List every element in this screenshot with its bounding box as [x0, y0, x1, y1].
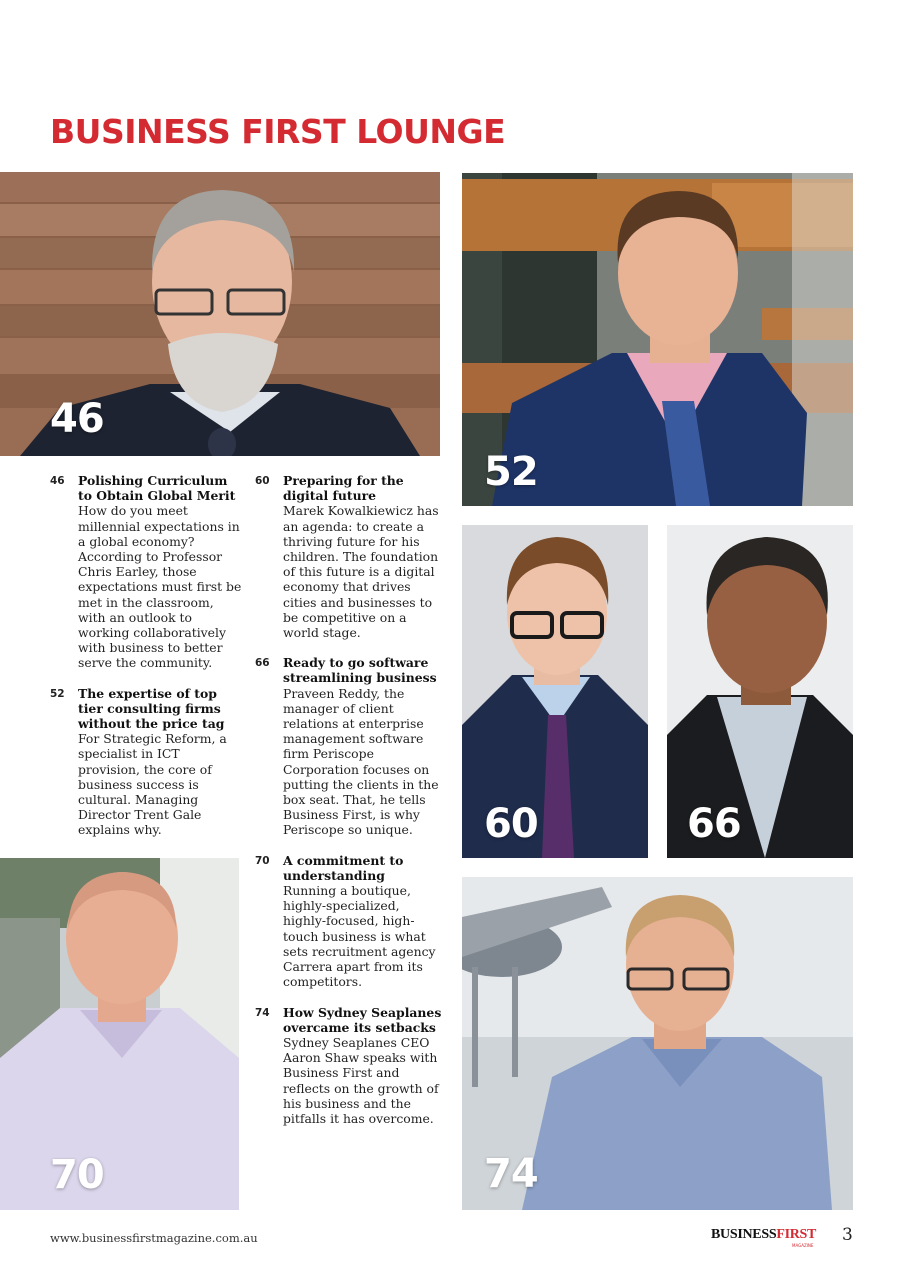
toc-entry-page: 46	[50, 475, 65, 487]
toc-entry-body: Praveen Reddy, the manager of client relations at enterprise management software firm Periscope Corporation focuses on putting the clients in the box seat. That, he tells Business First, is why Periscope so unique.	[283, 685, 439, 838]
photo-70-number: 70	[50, 1152, 104, 1198]
photo-70	[0, 858, 239, 1210]
photo-74	[462, 877, 853, 1210]
photo-52-number: 52	[484, 449, 538, 495]
toc-entry-66[interactable]	[255, 655, 445, 837]
footer-logo	[711, 1227, 816, 1243]
photo-60	[462, 525, 648, 858]
toc-column-right	[255, 473, 445, 1141]
toc-entry-46[interactable]	[50, 473, 242, 671]
toc-entry-page: 70	[255, 854, 270, 867]
toc-entry-60[interactable]	[255, 473, 445, 640]
toc-entry-page: 66	[255, 657, 270, 670]
toc-entry-74[interactable]	[255, 1005, 445, 1127]
toc-entry-body: Marek Kowalkiewicz has an agenda: to create a thriving future for his children. The foundation of this future is a digital economy that drives cities and businesses to be competitive on a world stage.	[283, 503, 439, 641]
toc-entry-body: Sydney Seaplanes CEO Aaron Shaw speaks with Business First and reflects on the growth of his business and the pitfalls it has overcome.	[283, 1034, 439, 1126]
photo-66	[667, 525, 853, 858]
toc-entry-headline: A commitment to understanding	[283, 852, 404, 883]
photo-52	[462, 173, 853, 506]
toc-entry-body: How do you meet millennial expectations in a global economy? According to Professor Chris Earley, those expectations must first be met in the classroom, with an outlook to working collaboratively with business to better serve the community.	[78, 503, 242, 671]
photo-46	[0, 172, 440, 456]
photo-66-number: 66	[687, 801, 741, 847]
toc-entry-52[interactable]	[50, 686, 242, 838]
toc-entry-page: 52	[50, 687, 65, 700]
toc-entry-body: For Strategic Reform, a specialist in ICT provision, the core of business success is cultural. Managing Director Trent Gale explains why.	[78, 731, 227, 838]
toc-entry-headline: Polishing Curriculum to Obtain Global Merit	[78, 473, 236, 504]
photo-46-number: 46	[50, 396, 104, 442]
photo-74-number: 74	[484, 1151, 538, 1197]
toc-entry-headline: Preparing for the digital future	[283, 473, 404, 504]
toc-entry-page: 74	[255, 1006, 270, 1019]
toc-entry-70[interactable]	[255, 853, 445, 990]
toc-column-left	[50, 473, 242, 853]
toc-entry-headline: How Sydney Seaplanes overcame its setbacks	[283, 1004, 442, 1035]
footer-url[interactable]: www.businessfirstmagazine.com.au	[50, 1231, 258, 1245]
toc-entry-headline: The expertise of top tier consulting firms without the price tag	[78, 685, 225, 732]
footer-logo-subtitle: MAGAZINE	[792, 1243, 814, 1248]
footer-logo-business: BUSINESS	[711, 1227, 777, 1242]
toc-entry-body: Running a boutique, highly-specialized, highly-focused, high-touch business is what sets recruitment agency Carrera apart from its competitors.	[283, 883, 436, 990]
section-title: BUSINESS FIRST LOUNGE	[50, 112, 506, 151]
toc-entry-page: 60	[255, 475, 270, 487]
page-number: 3	[842, 1225, 853, 1245]
photo-60-number: 60	[484, 801, 538, 847]
footer-logo-first: FIRST	[776, 1227, 817, 1242]
toc-entry-headline: Ready to go software streamlining business	[283, 655, 437, 686]
